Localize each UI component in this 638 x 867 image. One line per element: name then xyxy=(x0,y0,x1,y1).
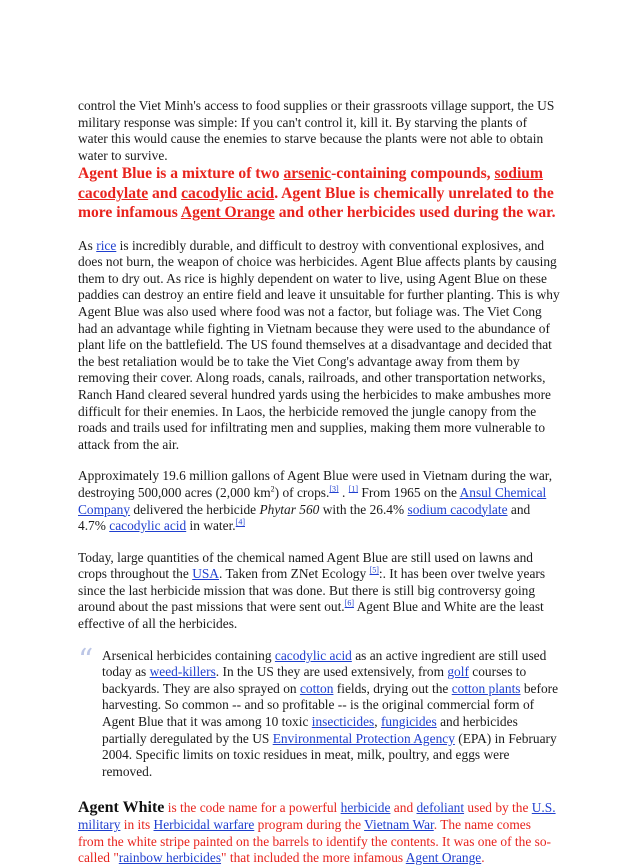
link-herbicide[interactable]: herbicide xyxy=(340,800,391,816)
link-agent-orange[interactable]: Agent Orange xyxy=(180,204,275,222)
ref-link-4[interactable]: [4] xyxy=(235,517,245,527)
ref-link-5[interactable]: [5] xyxy=(369,565,379,575)
quote-body: and herbicides partially deregulated by the US xyxy=(102,714,518,746)
link-rainbow-herbicides[interactable]: rainbow herbicides xyxy=(118,850,222,866)
agent-white-text: and xyxy=(390,800,417,816)
body-text: and 4.7% xyxy=(78,501,531,534)
body-text: is incredibly durable, and difficult to destroy with conventional explosives, and does not burn, the weapon of choice was herbicides. Agent Blue affects plants by causing them to dry out. As rice is highly dependent on water to live, using Agent Blue on these paddies can destroy an entire field and leave it unsuitable for further planting. This is why Agent Blue was also used where food was not a factor, but foliage was. The Viet Cong had an advantage while fighting in Vietnam because they were used to the abundance of plant life on the battlefield. The US found themselves at a disadvantage and decided that the best retaliation would be to take the Viet Cong's advantage away from them by removing their cover. Along roads, canals, railroads, and other transportation networks, Ranch Hand cleared several hundred yards using the herbicides to make ambushes more difficult for their enemies. In Laos, the herbicide removed the jungle canopy from the roads and trails used for infiltrating men and supplies, making them more vulnerable to attack from the air. xyxy=(78,237,560,452)
paragraph-usage xyxy=(78,468,560,534)
link-sodium-cacodylate[interactable]: sodium cacodylate xyxy=(78,165,543,202)
quote-body: before harvesting. So common -- and so profitable -- is the original commercial form of Agent Blue that it was among 10 toxic xyxy=(102,680,559,730)
highlight-paragraph xyxy=(78,164,560,222)
quote-body: Arsenical herbicides containing xyxy=(102,647,275,663)
paragraph-rice xyxy=(78,238,560,454)
link-arsenic[interactable]: arsenic xyxy=(283,165,332,183)
link-herbicidal-warfare[interactable]: Herbicidal warfare xyxy=(153,817,255,832)
link-golf[interactable]: golf xyxy=(447,664,469,680)
highlight-text: and xyxy=(148,184,182,202)
link-vietnam-war[interactable]: Vietnam War xyxy=(364,817,434,832)
body-text: ) of crops. xyxy=(274,484,330,500)
agent-white-text: " that included the more infamous xyxy=(221,850,406,866)
agent-white-text: program during the xyxy=(254,817,365,832)
body-text: Today, large quantities of the chemical named Agent Blue are still used on lawns and crops throughout the xyxy=(78,549,533,582)
body-text: As xyxy=(78,237,97,253)
body-text: :. It has been over twelve years since the last herbicide mission that was done. But there is still big controversy going around about the past missions that were sent out. xyxy=(78,566,546,615)
quote-mark-icon: “ xyxy=(78,642,94,678)
highlight-text: . Agent Blue is chemically unrelated to the more infamous xyxy=(78,184,554,222)
body-text: with the 26.4% xyxy=(319,501,408,517)
link-cacodylic-acid[interactable]: cacodylic acid xyxy=(274,647,352,663)
body-text: in water. xyxy=(186,518,236,534)
link-weed-killers[interactable]: weed-killers xyxy=(149,664,216,680)
agent-white-text: in its xyxy=(120,817,154,832)
highlight-text: and other herbicides used during the war. xyxy=(274,204,556,222)
agent-white-text: . xyxy=(481,850,485,866)
agent-white-text: used by the xyxy=(464,800,532,816)
body-text: Agent Blue and White are the least effective of all the herbicides. xyxy=(78,599,544,632)
body-text: Approximately 19.6 million gallons of Agent Blue were used in Vietnam during the war, destroying 500,000 acres (2,000 km xyxy=(78,468,553,500)
link-fungicides[interactable]: fungicides xyxy=(380,714,437,730)
quote-body: (EPA) in February 2004. Specific limits on toxic residues in meat, milk, poultry, and eggs were removed. xyxy=(102,730,557,779)
quote-body: fields, drying out the xyxy=(333,680,452,696)
body-text: delivered the herbicide xyxy=(130,501,260,517)
highlight-text: -containing compounds, xyxy=(331,165,495,183)
link-rice[interactable]: rice xyxy=(96,237,117,253)
highlight-text: Agent Blue is a mixture of two xyxy=(78,165,284,183)
body-text: . Taken from ZNet Ecology xyxy=(218,566,370,582)
link-environmental-protection-agency[interactable]: Environmental Protection Agency xyxy=(272,730,455,746)
quote-body: as an active ingredient are still used today as xyxy=(102,647,547,680)
link-defoliant[interactable]: defoliant xyxy=(416,800,465,816)
body-text: From 1965 on the xyxy=(358,484,460,500)
intro-text: control the Viet Minh's access to food supplies or their grassroots village support, the US military response was simple: If you can't control it, kill it. By starving the plants of water this would cause the enemies to starve because the plants were not able to obtain water to survive. xyxy=(78,98,555,163)
superscript: 2 xyxy=(270,484,275,494)
quote-text xyxy=(102,648,560,781)
ref-link-6[interactable]: [6] xyxy=(344,599,354,608)
paragraph-agent-white xyxy=(78,800,560,866)
link-cotton[interactable]: cotton xyxy=(299,680,334,696)
link-usa[interactable]: USA xyxy=(192,566,219,582)
link-ansul-chemical-company[interactable]: Ansul Chemical Company xyxy=(78,484,547,517)
agent-white-heading: Agent White xyxy=(78,799,165,817)
link-agent-orange[interactable]: Agent Orange xyxy=(405,850,482,866)
quote-body: courses to backyards. They are also sprayed on xyxy=(102,664,527,696)
link-cacodylic-acid[interactable]: cacodylic acid xyxy=(109,518,187,534)
body-text: . xyxy=(338,484,349,500)
quote-body: . In the US they are used extensively, from xyxy=(215,664,448,680)
link-cacodylic-acid[interactable]: cacodylic acid xyxy=(181,184,275,202)
agent-white-text: . The name comes from the white stripe painted on the barrels to identify the contents. It was one of the so-called " xyxy=(78,817,552,866)
link-insecticides[interactable]: insecticides xyxy=(311,714,375,730)
ref-link-3[interactable]: [3] xyxy=(329,484,339,494)
agent-white-text: is the code name for a powerful xyxy=(164,800,341,816)
paragraph-today xyxy=(78,550,560,633)
link-cotton-plants[interactable]: cotton plants xyxy=(451,680,521,696)
blockquote xyxy=(78,642,560,781)
paragraph-intro xyxy=(78,98,560,164)
ref-link-1[interactable]: [1] xyxy=(348,484,359,494)
link-us-military[interactable]: U.S. military xyxy=(78,800,556,832)
product-name: Phytar 560 xyxy=(259,501,320,517)
link-sodium-cacodylate[interactable]: sodium cacodylate xyxy=(407,501,508,517)
quote-body: , xyxy=(374,714,381,730)
document-page xyxy=(78,98,560,867)
